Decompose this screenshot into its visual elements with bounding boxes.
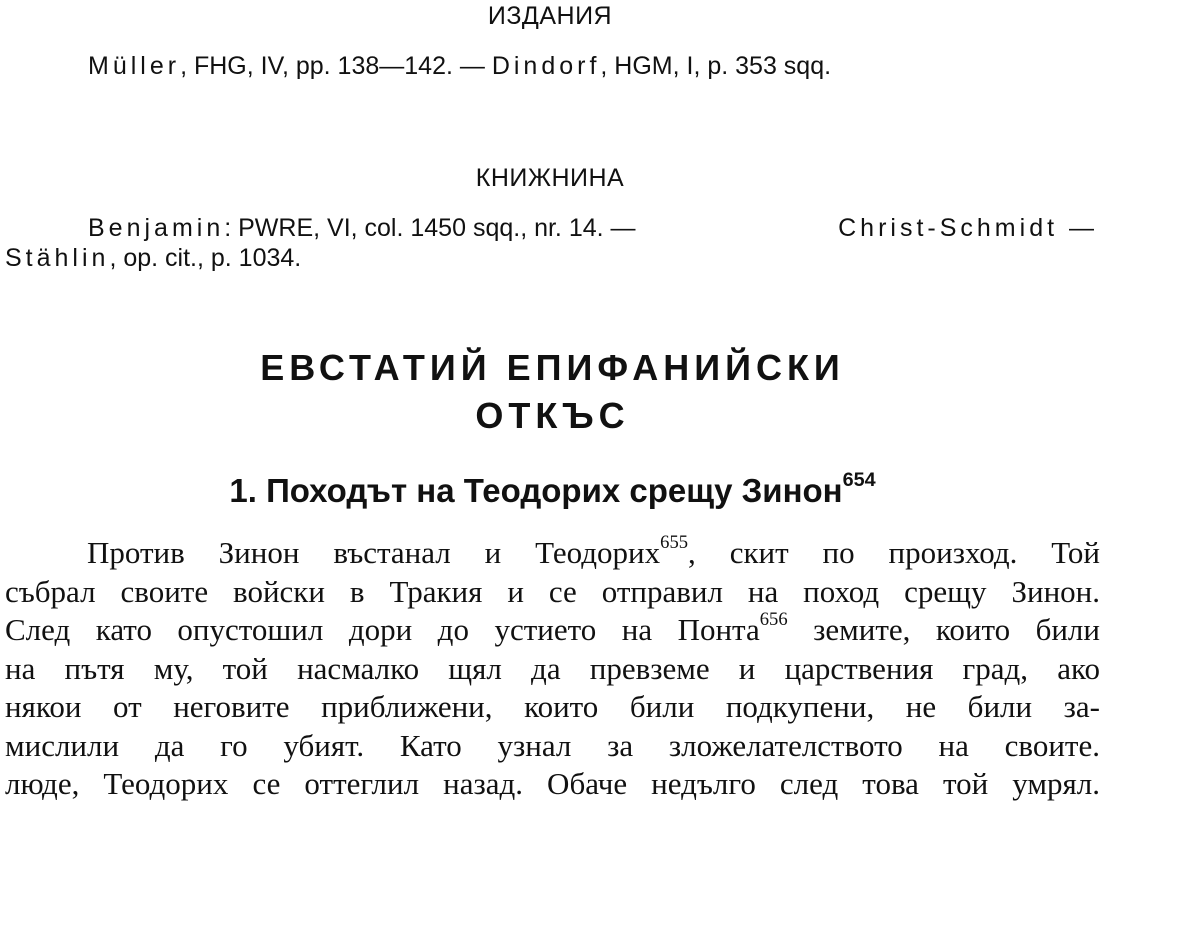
body-line-1a: Против Зинон въстанал и Теодорих bbox=[87, 535, 661, 570]
author-christ-schmidt: Christ-Schmidt — bbox=[838, 214, 1098, 242]
body-line-2: събрал своите войски в Тракия и се отправил на поход срещу Зинон. bbox=[5, 573, 1100, 609]
reference-op-cit: , op. cit., p. 1034. bbox=[109, 244, 302, 272]
body-line-4: на пътя му, той насмалко щял да превземе и царствения град, ако bbox=[5, 650, 1100, 686]
reference-pwre: : PWRE, VI, col. 1450 sqq., nr. 14. — bbox=[224, 214, 636, 242]
footnote-654: 654 bbox=[842, 469, 876, 492]
body-line-1 bbox=[5, 534, 1100, 573]
footnote-655: 655 bbox=[660, 532, 689, 554]
body-line-6: мислили да го убият. Като узнал за зложелателството на своите. bbox=[5, 727, 1100, 763]
body-line-3b: земите, които били bbox=[787, 612, 1100, 647]
editions-references bbox=[88, 52, 831, 81]
author-dindorf: Dindorf bbox=[491, 52, 601, 80]
page-subtitle: ОТКЪС bbox=[475, 395, 630, 436]
body-line-3a: След като опустошил дори до устието на Понта bbox=[5, 612, 760, 647]
editions-heading: ИЗДАНИЯ bbox=[487, 2, 613, 30]
body-line-5: някои от неговите приближени, които били подкупени, не били за- bbox=[5, 689, 1100, 724]
section-heading bbox=[0, 469, 1105, 510]
reference-hgm: , HGM, I, p. 353 sqq. bbox=[600, 52, 832, 80]
body-paragraph bbox=[5, 534, 1100, 804]
page-title: ЕВСТАТИЙ ЕПИФАНИЙСКИ bbox=[260, 347, 845, 388]
literature-references-line1 bbox=[88, 214, 1098, 243]
reference-fhg: , FHG, IV, pp. 138—142. — bbox=[180, 52, 492, 80]
literature-references-line2 bbox=[5, 244, 301, 273]
body-line-1b: , скит по произход. Той bbox=[688, 535, 1100, 570]
body-line-3 bbox=[5, 611, 1100, 650]
section-heading-text: 1. Походът на Теодорих срещу Зинон bbox=[229, 472, 843, 509]
literature-heading: КНИЖНИНА bbox=[475, 164, 625, 192]
author-benjamin: Benjamin bbox=[88, 214, 225, 242]
author-muller: Müller bbox=[88, 52, 181, 80]
footnote-656: 656 bbox=[759, 609, 788, 631]
body-line-7: люде, Теодорих се оттеглил назад. Обаче недълго след това той умрял. bbox=[5, 766, 1100, 801]
author-stahlin: Stählin bbox=[5, 244, 110, 272]
